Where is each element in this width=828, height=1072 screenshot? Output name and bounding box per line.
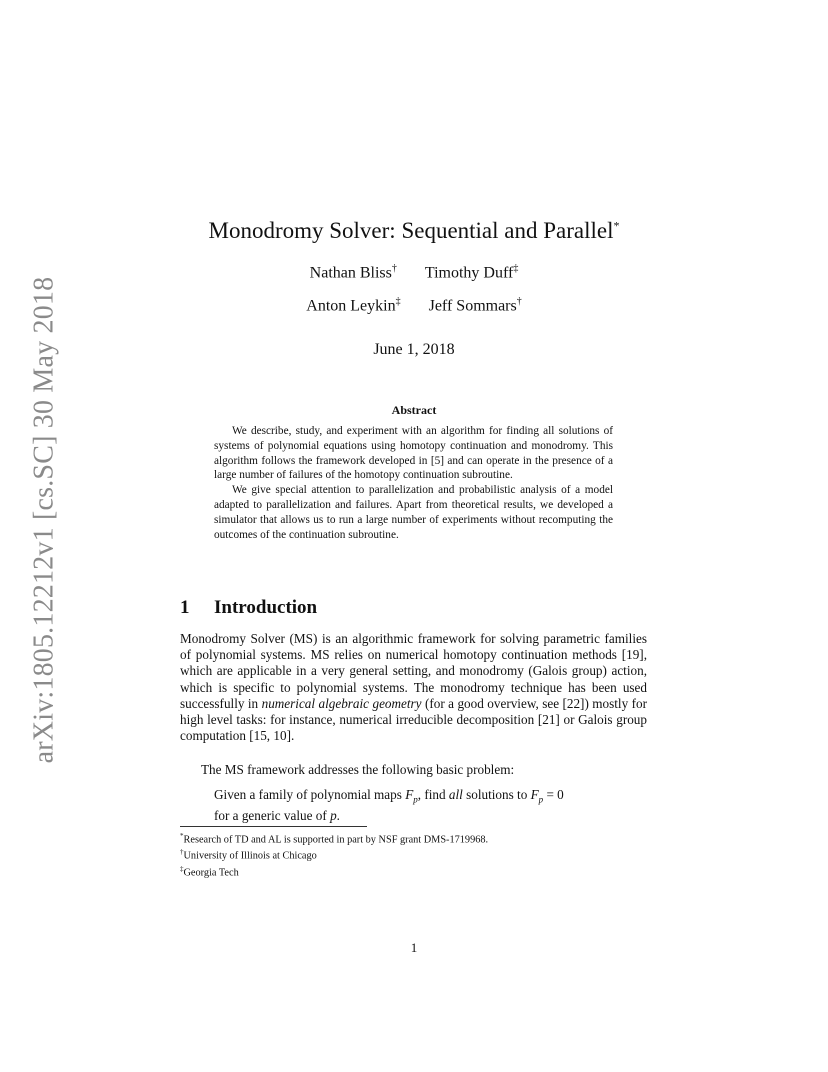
author	[310, 263, 397, 282]
footnotes	[180, 830, 488, 879]
footnote-mark: *	[180, 832, 184, 840]
section-heading	[180, 597, 317, 619]
footnote	[180, 830, 488, 846]
quote-emphasis: all	[448, 787, 463, 802]
math-eq: = 0	[543, 787, 564, 802]
author-name: Jeff Sommars	[428, 297, 517, 315]
author-row-1	[0, 263, 828, 282]
footnote	[180, 863, 488, 879]
math-p: p	[330, 808, 337, 824]
math-F: F	[530, 787, 539, 802]
author-mark: ‡	[513, 263, 519, 274]
author-name: Anton Leykin	[306, 297, 396, 315]
problem-intro: The MS framework addresses the following basic problem:	[201, 762, 515, 777]
author-name: Nathan Bliss	[309, 264, 392, 282]
math-sub: p	[413, 794, 418, 805]
intro-emphasis: numerical algebraic geometry	[261, 695, 422, 711]
arxiv-stamp-text: arXiv:1805.12212v1 [cs.SC] 30 May 2018	[28, 276, 59, 763]
quote-text: solutions to	[462, 787, 531, 802]
footnote-rule	[180, 826, 367, 827]
intro-text: Monodromy Solver (MS) is an algorithmic framework for solving parametric families of polynomial systems. MS relies on numerical homotopy continuation methods [19], which are applicable in a very general setting, and monodromy (Galois group) action, which is specific to polynomial systems. The monodromy technique has been used successfully in	[180, 631, 647, 711]
footnote-text: Research of TD and AL is supported in part by NSF grant DMS-1719968.	[183, 834, 489, 846]
quote-text: .	[336, 808, 340, 824]
author	[306, 296, 400, 315]
section-title: Introduction	[214, 597, 318, 618]
paper-date: June 1, 2018	[373, 341, 455, 358]
math-sub: p	[538, 794, 544, 805]
quote-text: Given a family of polynomial maps	[214, 787, 406, 802]
footnote-mark: †	[180, 848, 184, 857]
intro-paragraph	[180, 631, 647, 744]
paper-title	[0, 218, 828, 244]
title-text: Monodromy Solver: Sequential and Parallel	[208, 218, 614, 243]
author-mark: †	[516, 296, 522, 307]
author-row-2	[0, 296, 828, 315]
footnote-text: University of Illinois at Chicago	[183, 850, 317, 862]
author-name: Timothy Duff	[424, 264, 514, 282]
footnote-text: Georgia Tech	[183, 867, 239, 879]
footnote	[180, 846, 488, 862]
quote-text: for a generic value of	[214, 808, 331, 824]
quote-text: , find	[417, 787, 449, 802]
abstract-body	[214, 424, 613, 542]
math-F: F	[405, 787, 414, 802]
section-number: 1	[180, 597, 190, 618]
author-mark: †	[391, 263, 397, 274]
author	[425, 263, 518, 282]
title-footnote-mark: *	[613, 218, 620, 233]
page-number: 1	[410, 940, 418, 955]
intro-text: (for a good overview, see [22]) mostly for high level tasks: for instance, numerical irreducible decomposition [21] or Galois group computation [15, 10].	[180, 695, 647, 744]
abstract-paragraph: We give special attention to parallelization and probabilistic analysis of a model adapted to parallelization and failures. Apart from theoretical results, we developed a simulator that allows us to run a large number of experiments without recomputing the outcomes of the continuation subroutine.	[214, 484, 613, 541]
abstract-paragraph: We describe, study, and experiment with an algorithm for finding all solutions of systems of polynomial equations using homotopy continuation and monodromy. This algorithm follows the framework developed in [5] and can operate in the presence of a large number of failures of the homotopy continuation subroutine.	[214, 425, 613, 482]
problem-statement	[214, 787, 614, 824]
author	[429, 296, 522, 315]
footnote-mark: ‡	[180, 864, 184, 873]
author-mark: ‡	[395, 296, 401, 307]
abstract-heading: Abstract	[391, 403, 437, 417]
